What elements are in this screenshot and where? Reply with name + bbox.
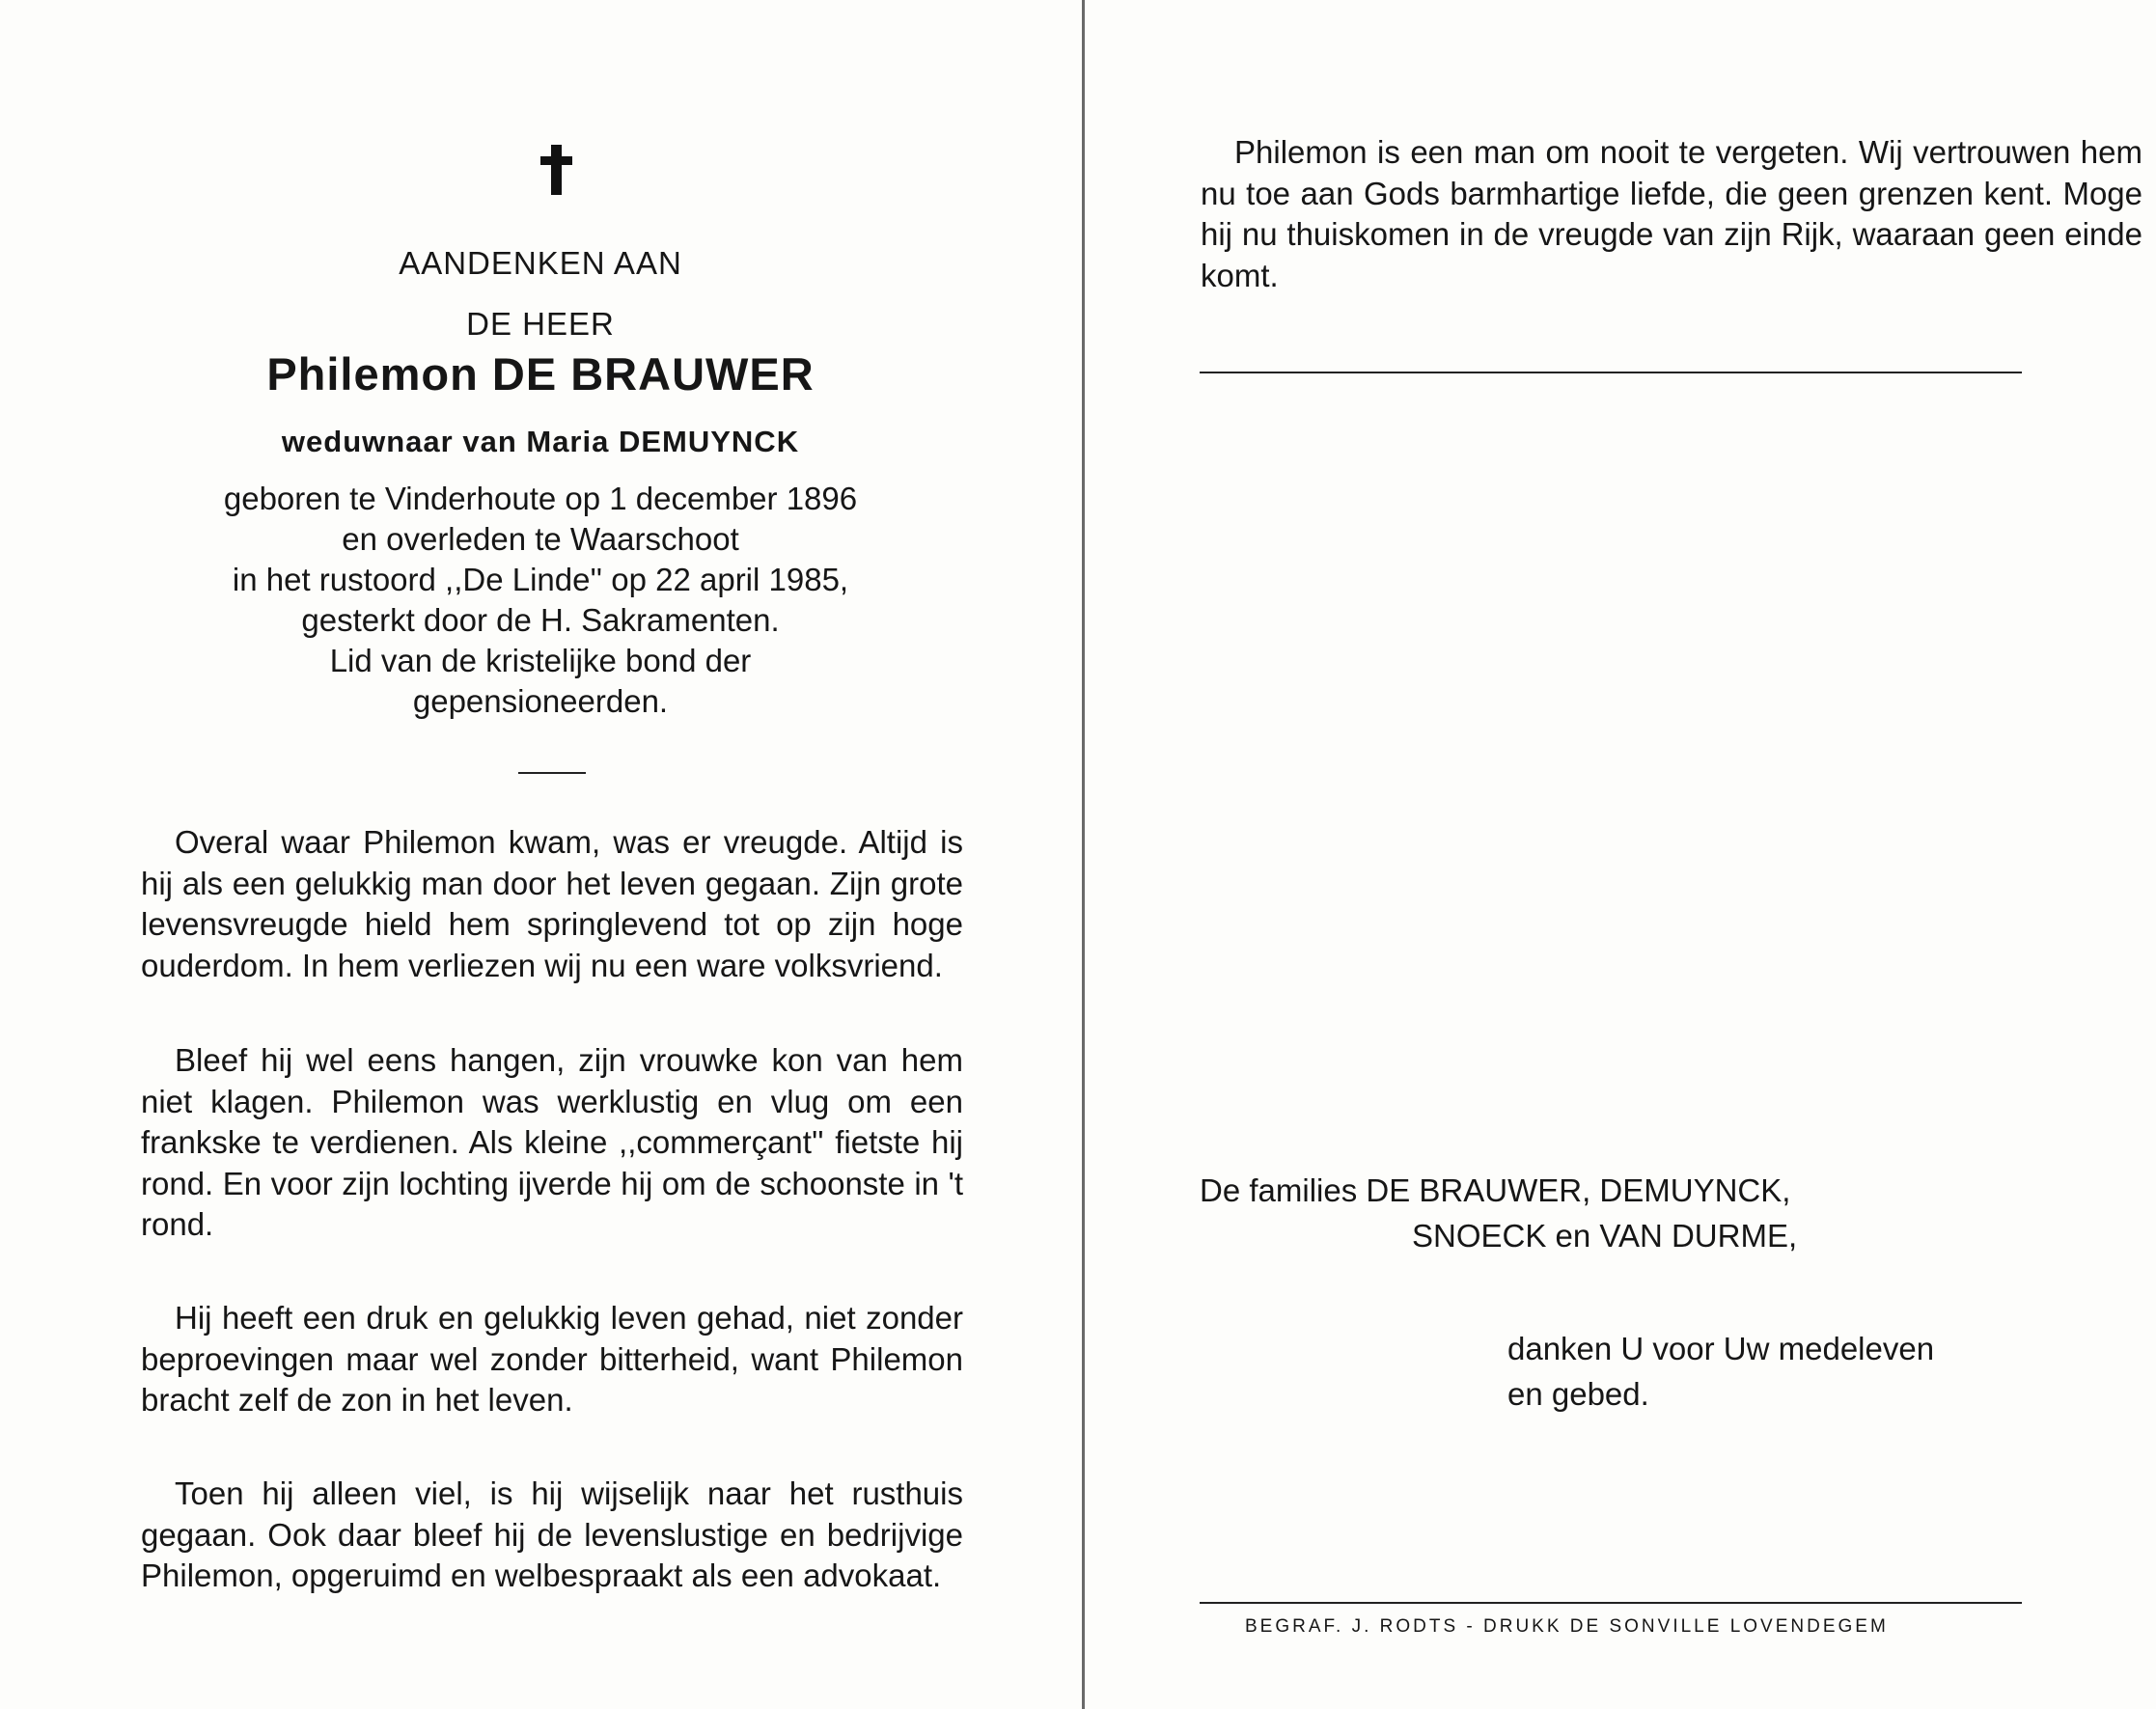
thanks-line: danken U voor Uw medeleven	[1507, 1331, 1935, 1366]
thanks-line: en gebed.	[1507, 1376, 1649, 1412]
bio-line: Lid van de kristelijke bond der	[329, 643, 752, 678]
divider	[1200, 372, 2022, 373]
paragraph: Overal waar Philemon kwam, was er vreugde. Altijd is hij als een gelukkig man door het leven gegaan. Zijn grote levensvreugde hield hem springlevend tot op zijn hoge ouderdom. In hem verliezen wij nu een ware volksvriend.	[141, 824, 963, 983]
widower-line: weduwnaar van Maria DEMUYNCK	[281, 425, 800, 458]
divider	[518, 772, 586, 774]
printer-credit: BEGRAF. J. RODTS - DRUKK DE SONVILLE LOVENDEGEM	[1245, 1616, 1889, 1637]
heading-title: DE HEER	[466, 306, 615, 342]
bio-line: gepensioneerden.	[412, 683, 669, 719]
deceased-name: Philemon DE BRAUWER	[266, 348, 815, 400]
heading-in-memory: AANDENKEN AAN	[399, 245, 682, 281]
bio-line: in het rustoord ,,De Linde'' op 22 april 1985,	[232, 562, 849, 597]
paragraph: Hij heeft een druk en gelukkig leven gehad, niet zonder beproevingen maar wel zonder bitterheid, want Philemon bracht zelf de zon in het leven.	[141, 1300, 963, 1418]
families-line: De families DE BRAUWER, DEMUYNCK,	[1200, 1172, 1791, 1208]
bio-line: gesterkt door de H. Sakramenten.	[301, 602, 780, 638]
families-line: SNOECK en VAN DURME,	[1412, 1218, 1798, 1254]
divider	[1200, 1602, 2022, 1604]
right-page	[1085, 0, 2156, 1709]
bio-line: geboren te Vinderhoute op 1 december 1896	[223, 481, 858, 516]
cross-icon	[554, 145, 556, 147]
closing-paragraph: Philemon is een man om nooit te vergeten. Wij vertrouwen hem nu toe aan Gods barmhartige liefde, die geen grenzen kent. Moge hij nu thuiskomen in de vreugde van zijn Rijk, waaraan geen einde komt.	[1201, 134, 2142, 293]
paragraph: Toen hij alleen viel, is hij wijselijk naar het rusthuis gegaan. Ook daar bleef hij de levenslustige en bedrijvige Philemon, opgeruimd en welbespraakt als een advokaat.	[141, 1475, 963, 1593]
bio-line: en overleden te Waarschoot	[342, 521, 739, 557]
paragraph: Bleef hij wel eens hangen, zijn vrouwke kon van hem niet klagen. Philemon was werklustig en vlug om een frankske te verdienen. Als kleine ,,commerçant'' fietste hij rond. En voor zijn lochting ijverde hij om de schoonste in 't rond.	[141, 1042, 963, 1242]
